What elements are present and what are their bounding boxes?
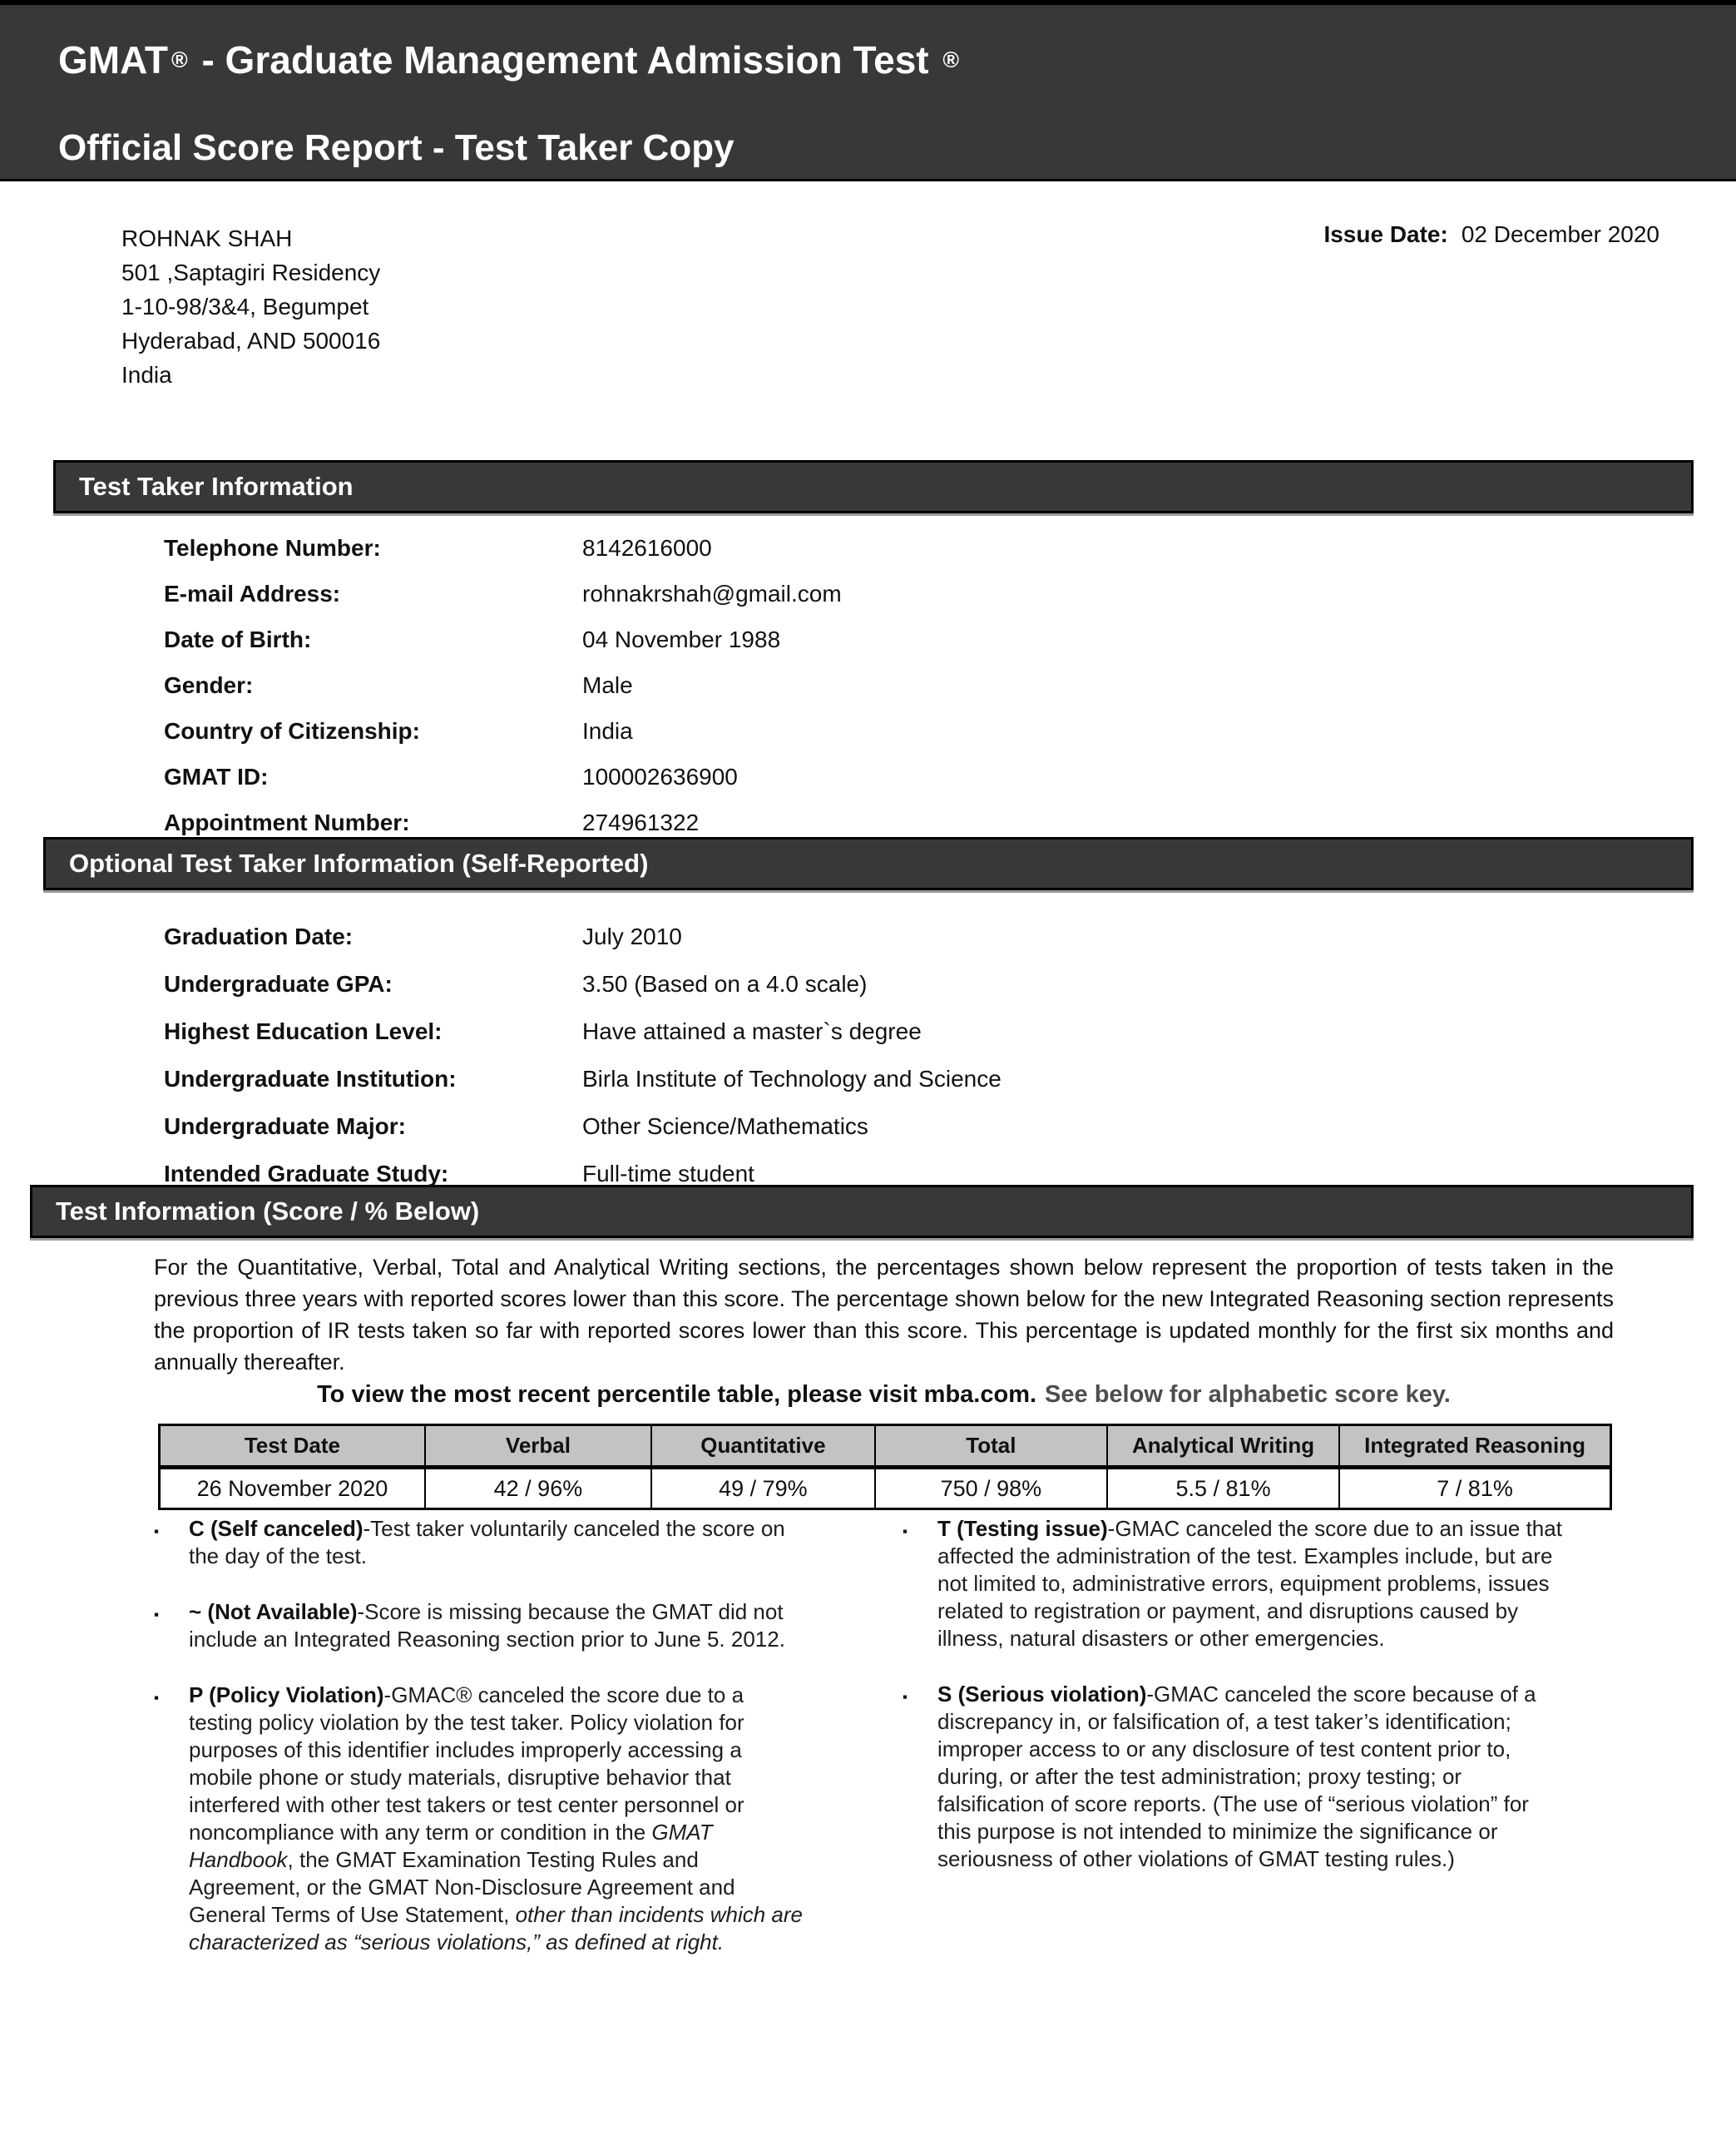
score-table-header-row (160, 1425, 1611, 1468)
score-table-header-verbal: Verbal (425, 1425, 651, 1468)
test-information-body (154, 1251, 1614, 1409)
field-label: Undergraduate Major: (164, 1113, 406, 1139)
footnote-serious-violation (903, 1681, 1568, 1873)
field-value: 04 November 1988 (582, 627, 781, 652)
footnotes-right-column (903, 1515, 1568, 1984)
field-label: Undergraduate Institution: (164, 1066, 457, 1092)
section-header-test-information: Test Information (Score / % Below) (30, 1185, 1694, 1238)
footnote-self-canceled (154, 1515, 804, 1570)
report-title-text: GMAT (58, 38, 169, 82)
footnote-not-available (154, 1598, 804, 1653)
field-row-highest-education-level (164, 1018, 1736, 1066)
footnote-text (189, 1598, 804, 1653)
footnote-body: -GMAC canceled the score because of a discrepancy in, or falsification of, a test taker’s identification; improper access to or any disclosure of test content prior to, during, or after the test administration; proxy testing; or falsification of score reports. (The use of “serious violation” for this purpose is not intended to minimize the significance or seriousness of other violations of GMAT testing rules.) (937, 1682, 1536, 1871)
optional-test-taker-information-fields (164, 924, 1736, 1208)
field-value: 3.50 (Based on a 4.0 scale) (582, 971, 868, 997)
field-value: Have attained a master`s degree (582, 1018, 922, 1044)
square-bullet-icon: ▪ (154, 1523, 160, 1539)
footnote-term: C (Self canceled) (189, 1516, 364, 1541)
score-cell-analytical-writing: 5.5 / 81% (1107, 1468, 1339, 1509)
footnote-body: -GMAC® canceled the score due to a testing policy violation by the test taker. Policy violation for purposes of this identifier includes improperly accessing a mobile phone or study materials, disruptive behavior that interfered with other test takers or test center personnel or noncompliance with any term or condition in the (189, 1682, 744, 1845)
score-table (158, 1424, 1612, 1510)
field-label: Date of Birth: (164, 627, 312, 652)
score-table-header-quantitative: Quantitative (651, 1425, 875, 1468)
footnote-body: -Score is missing because the GMAT did not include an Integrated Reasoning section prior to June 5. 2012. (189, 1599, 785, 1652)
field-label: Graduation Date: (164, 924, 354, 949)
field-label: Highest Education Level: (164, 1018, 443, 1044)
recipient-address-line: India (121, 362, 172, 388)
issue-date (1323, 221, 1659, 248)
field-value: 274961322 (582, 810, 700, 835)
field-label: Undergraduate GPA: (164, 971, 393, 997)
score-cell-integrated-reasoning: 7 / 81% (1339, 1468, 1610, 1509)
report-title (58, 38, 1736, 82)
field-value: Other Science/Mathematics (582, 1113, 868, 1139)
report-header (0, 0, 1736, 181)
field-row-undergraduate-institution (164, 1066, 1736, 1113)
footnote-body: -GMAC canceled the score due to an issue that affected the administration of the test. Examples include, but are not limited to, administrative errors, equipment problems, issues related to registration or payment, and disruptions caused by illness, natural disasters or other emergencies. (937, 1516, 1562, 1651)
square-bullet-icon: ▪ (154, 1607, 160, 1622)
report-title-rest: - Graduate Management Admission Test (190, 38, 940, 82)
field-label: E-mail Address: (164, 581, 341, 607)
field-row-date-of-birth (164, 627, 1736, 672)
footnotes-left-column (154, 1515, 804, 1984)
percentile-table-notice (154, 1381, 1614, 1409)
registered-trademark-icon: ® (942, 47, 960, 72)
issue-date-value: 02 December 2020 (1461, 221, 1659, 247)
field-row-undergraduate-major (164, 1113, 1736, 1161)
field-value: rohnakrshah@gmail.com (582, 581, 842, 607)
section-header-test-taker-information: Test Taker Information (53, 460, 1694, 513)
footnote-policy-violation (154, 1682, 804, 1956)
report-subtitle: Official Score Report - Test Taker Copy (58, 126, 734, 168)
field-row-telephone-number (164, 535, 1736, 581)
score-key-footnotes (154, 1515, 1736, 1984)
field-row-gmat-id (164, 764, 1736, 810)
footnote-text (189, 1682, 804, 1956)
field-value: 100002636900 (582, 764, 738, 790)
field-label: Appointment Number: (164, 810, 410, 835)
section-header-optional-test-taker-information: Optional Test Taker Information (Self-Reported) (43, 837, 1694, 890)
field-value: India (582, 718, 633, 744)
field-label: GMAT ID: (164, 764, 269, 790)
square-bullet-icon: ▪ (903, 1523, 908, 1539)
score-cell-total: 750 / 98% (875, 1468, 1107, 1509)
recipient-row (121, 221, 1659, 392)
field-row-email-address (164, 581, 1736, 627)
field-label: Intended Graduate Study: (164, 1161, 449, 1186)
footnote-italic-serious-violations: other than incidents which are characterized as “serious violations,” as defined at right. (189, 1902, 804, 1954)
footnote-italic-gmat-handbook: GMAT Handbook (189, 1820, 713, 1872)
field-label: Gender: (164, 672, 254, 698)
footnote-testing-issue (903, 1515, 1568, 1652)
score-table-header-test-date: Test Date (160, 1425, 425, 1468)
issue-date-label: Issue Date: (1323, 221, 1448, 247)
footnote-body: -Test taker voluntarily canceled the score on the day of the test. (189, 1516, 785, 1568)
field-value: Birla Institute of Technology and Science (582, 1066, 1002, 1092)
score-cell-verbal: 42 / 96% (425, 1468, 651, 1509)
notice-visit-mba: To view the most recent percentile table, please visit mba.com. (317, 1381, 1037, 1408)
test-taker-information-fields (164, 535, 1736, 855)
recipient-address-line: 1-10-98/3&4, Begumpet (121, 294, 369, 320)
field-label: Country of Citizenship: (164, 718, 420, 744)
recipient-address-line: 501 ,Saptagiri Residency (121, 260, 381, 285)
field-value: 8142616000 (582, 535, 712, 561)
percentile-explanation-paragraph: For the Quantitative, Verbal, Total and Analytical Writing sections, the percentages shown below represent the proportion of tests taken in the previous three years with reported scores lower than this score. The percentage shown below for the new Integrated Reasoning section represents the proportion of IR tests taken so far with reported scores lower than this score. This percentage is updated monthly for the first six months and annually thereafter. (154, 1255, 1614, 1375)
footnote-term: T (Testing issue) (937, 1516, 1108, 1541)
footnote-term: ~ (Not Available) (189, 1599, 358, 1624)
footnote-text (937, 1515, 1568, 1652)
square-bullet-icon: ▪ (154, 1690, 160, 1706)
field-label: Telephone Number: (164, 535, 381, 561)
footnote-term: P (Policy Violation) (189, 1682, 384, 1707)
field-row-graduation-date (164, 924, 1736, 971)
score-cell-quantitative: 49 / 79% (651, 1468, 875, 1509)
score-table-header-analytical-writing: Analytical Writing (1107, 1425, 1339, 1468)
score-table-data-row (160, 1468, 1611, 1509)
field-row-gender (164, 672, 1736, 718)
square-bullet-icon: ▪ (903, 1689, 908, 1705)
score-table-header-total: Total (875, 1425, 1107, 1468)
footnote-body: , the GMAT Examination Testing Rules and Agreement, or the GMAT Non-Disclosure Agreement and General Terms of Use Statement, (189, 1847, 735, 1927)
field-value: Full-time student (582, 1161, 754, 1186)
notice-score-key: See below for alphabetic score key. (1045, 1381, 1451, 1408)
field-value: July 2010 (582, 924, 682, 949)
field-value: Male (582, 672, 633, 698)
field-row-undergraduate-gpa (164, 971, 1736, 1018)
field-row-country-of-citizenship (164, 718, 1736, 764)
footnote-text (189, 1515, 804, 1570)
score-cell-test-date: 26 November 2020 (160, 1468, 425, 1509)
footnote-text (937, 1681, 1568, 1873)
recipient-name: ROHNAK SHAH (121, 225, 293, 251)
recipient-address-block (121, 221, 380, 392)
footnote-term: S (Serious violation) (937, 1682, 1147, 1706)
recipient-address-line: Hyderabad, AND 500016 (121, 328, 381, 354)
registered-trademark-icon: ® (171, 47, 188, 72)
score-table-header-integrated-reasoning: Integrated Reasoning (1339, 1425, 1610, 1468)
